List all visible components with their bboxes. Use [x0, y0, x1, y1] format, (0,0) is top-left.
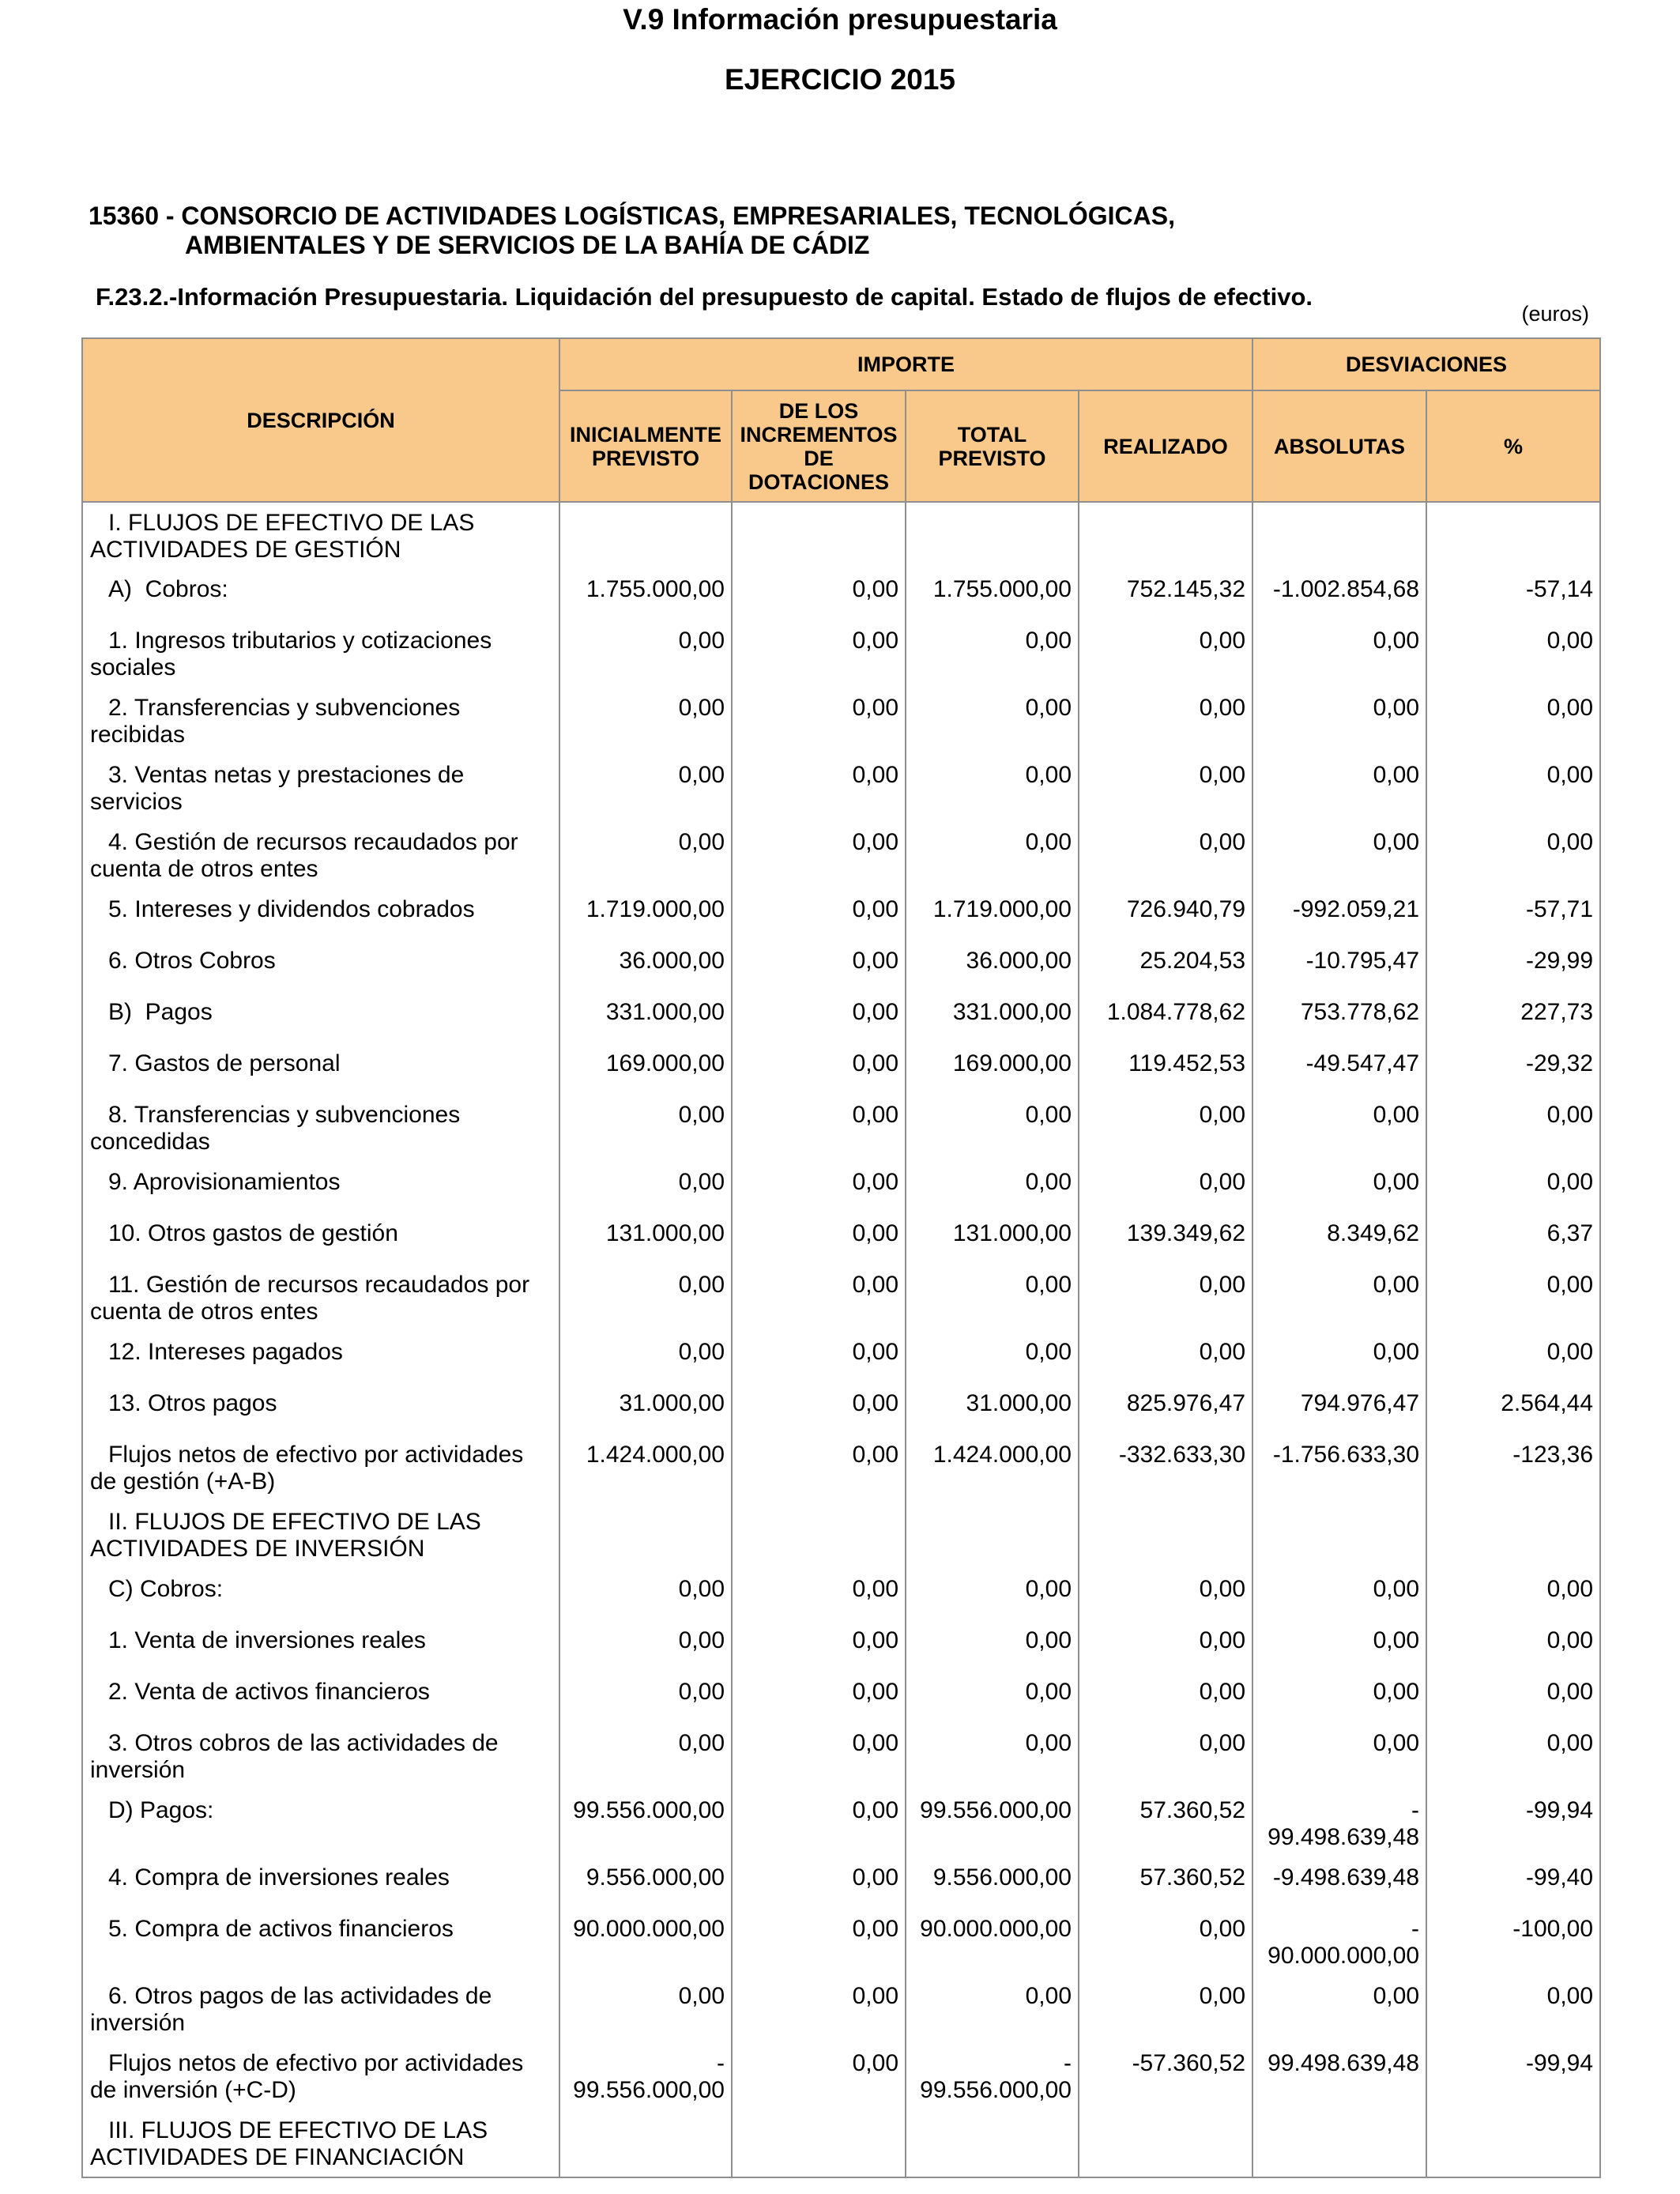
cell-total-previsto: 131.000,00	[906, 1213, 1079, 1265]
cell-desviacion-porcentaje: -57,71	[1426, 889, 1600, 941]
cell-desviacion-porcentaje: -123,36	[1426, 1434, 1600, 1502]
cell-realizado: 0,00	[1079, 1569, 1252, 1620]
cell-realizado	[1079, 502, 1252, 569]
cell-realizado: 0,00	[1079, 1723, 1252, 1790]
row-description: 6. Otros pagos de las actividades de inversión	[82, 1976, 559, 2043]
cell-realizado: -57.360,52	[1079, 2043, 1252, 2110]
cell-desviacion-absoluta: - 90.000.000,00	[1252, 1909, 1426, 1976]
cell-incrementos-dotaciones: 0,00	[732, 755, 906, 822]
table-row	[82, 1265, 1600, 1332]
row-description: 4. Compra de inversiones reales	[82, 1857, 559, 1909]
table-row	[82, 889, 1600, 941]
cell-incrementos-dotaciones: 0,00	[732, 688, 906, 755]
cash-flow-table	[81, 337, 1601, 2178]
row-description: A) Cobros:	[82, 569, 559, 620]
cell-desviacion-absoluta: - 99.498.639,48	[1252, 1790, 1426, 1857]
cell-desviacion-absoluta	[1252, 502, 1426, 569]
cell-desviacion-absoluta: 0,00	[1252, 822, 1426, 889]
cell-total-previsto: 0,00	[906, 755, 1079, 822]
cell-inicialmente-previsto: 0,00	[559, 1620, 732, 1672]
cell-total-previsto: 0,00	[906, 1620, 1079, 1672]
row-description: C) Cobros:	[82, 1569, 559, 1620]
cell-incrementos-dotaciones: 0,00	[732, 1213, 906, 1265]
cell-total-previsto: 0,00	[906, 620, 1079, 688]
cell-inicialmente-previsto: 0,00	[559, 1672, 732, 1723]
cell-realizado: 825.976,47	[1079, 1383, 1252, 1434]
cell-desviacion-absoluta: 0,00	[1252, 620, 1426, 688]
table-row	[82, 1620, 1600, 1672]
table-row	[82, 688, 1600, 755]
row-description: 1. Venta de inversiones reales	[82, 1620, 559, 1672]
cell-desviacion-porcentaje: -29,99	[1426, 941, 1600, 992]
cell-total-previsto: 0,00	[906, 1569, 1079, 1620]
cell-incrementos-dotaciones: 0,00	[732, 941, 906, 992]
cell-incrementos-dotaciones: 0,00	[732, 1383, 906, 1434]
cell-inicialmente-previsto	[559, 2110, 732, 2177]
row-description: 3. Ventas netas y prestaciones de servicios	[82, 755, 559, 822]
table-row	[82, 1095, 1600, 1162]
cell-incrementos-dotaciones: 0,00	[732, 1857, 906, 1909]
col-header-inicialmente-previsto: INICIALMENTE PREVISTO	[559, 390, 732, 502]
cell-incrementos-dotaciones: 0,00	[732, 822, 906, 889]
cell-realizado: 0,00	[1079, 1162, 1252, 1213]
cell-total-previsto: 1.719.000,00	[906, 889, 1079, 941]
fiscal-year-heading: EJERCICIO 2015	[724, 63, 956, 96]
cell-inicialmente-previsto: 0,00	[559, 755, 732, 822]
row-description: 1. Ingresos tributarios y cotizaciones sociales	[82, 620, 559, 688]
cell-realizado: 25.204,53	[1079, 941, 1252, 992]
cell-desviacion-porcentaje: 0,00	[1426, 822, 1600, 889]
cell-desviacion-absoluta: 8.349,62	[1252, 1213, 1426, 1265]
cell-desviacion-porcentaje: 0,00	[1426, 755, 1600, 822]
cell-incrementos-dotaciones: 0,00	[732, 1095, 906, 1162]
col-header-absolutas: ABSOLUTAS	[1252, 390, 1426, 502]
cell-desviacion-porcentaje: 0,00	[1426, 1569, 1600, 1620]
cell-inicialmente-previsto: 0,00	[559, 1723, 732, 1790]
cell-desviacion-porcentaje: 0,00	[1426, 1976, 1600, 2043]
cell-incrementos-dotaciones: 0,00	[732, 1723, 906, 1790]
cell-desviacion-absoluta: 0,00	[1252, 1569, 1426, 1620]
cell-incrementos-dotaciones: 0,00	[732, 1620, 906, 1672]
table-row	[82, 620, 1600, 688]
cell-inicialmente-previsto: 0,00	[559, 1162, 732, 1213]
table-row	[82, 1672, 1600, 1723]
cell-desviacion-porcentaje: -57,14	[1426, 569, 1600, 620]
cell-desviacion-absoluta: 0,00	[1252, 1723, 1426, 1790]
cell-desviacion-porcentaje: 0,00	[1426, 688, 1600, 755]
cell-incrementos-dotaciones: 0,00	[732, 1569, 906, 1620]
cell-total-previsto: 99.556.000,00	[906, 1790, 1079, 1857]
cell-realizado: 0,00	[1079, 1909, 1252, 1976]
cell-incrementos-dotaciones: 0,00	[732, 1672, 906, 1723]
cell-realizado	[1079, 1502, 1252, 1569]
row-description: 2. Venta de activos financieros	[82, 1672, 559, 1723]
cell-desviacion-porcentaje	[1426, 1502, 1600, 1569]
table-row	[82, 822, 1600, 889]
cell-realizado: 119.452,53	[1079, 1043, 1252, 1095]
cell-desviacion-porcentaje	[1426, 2110, 1600, 2177]
cell-desviacion-absoluta: 0,00	[1252, 1095, 1426, 1162]
cell-inicialmente-previsto: 1.719.000,00	[559, 889, 732, 941]
cell-total-previsto: 0,00	[906, 688, 1079, 755]
row-description: D) Pagos:	[82, 1790, 559, 1857]
table-body	[82, 502, 1600, 2177]
cell-desviacion-porcentaje: 0,00	[1426, 1723, 1600, 1790]
cell-inicialmente-previsto: 0,00	[559, 822, 732, 889]
section-heading-row	[82, 1502, 1600, 1569]
cell-desviacion-absoluta: -10.795,47	[1252, 941, 1426, 992]
cell-realizado: 0,00	[1079, 1976, 1252, 2043]
cell-desviacion-porcentaje: -99,94	[1426, 2043, 1600, 2110]
cell-incrementos-dotaciones: 0,00	[732, 620, 906, 688]
row-description: III. FLUJOS DE EFECTIVO DE LAS ACTIVIDADES DE FINANCIACIÓN	[82, 2110, 559, 2177]
row-description: 6. Otros Cobros	[82, 941, 559, 992]
cell-inicialmente-previsto: 0,00	[559, 688, 732, 755]
row-description: II. FLUJOS DE EFECTIVO DE LAS ACTIVIDADES DE INVERSIÓN	[82, 1502, 559, 1569]
cell-inicialmente-previsto: 0,00	[559, 1332, 732, 1383]
cell-total-previsto: - 99.556.000,00	[906, 2043, 1079, 2110]
cell-desviacion-absoluta	[1252, 1502, 1426, 1569]
col-header-descripcion: DESCRIPCIÓN	[82, 338, 559, 502]
cell-incrementos-dotaciones: 0,00	[732, 1162, 906, 1213]
cell-desviacion-absoluta: 794.976,47	[1252, 1383, 1426, 1434]
cell-incrementos-dotaciones: 0,00	[732, 1332, 906, 1383]
cell-total-previsto: 0,00	[906, 1332, 1079, 1383]
row-description: Flujos netos de efectivo por actividades de inversión (+C-D)	[82, 2043, 559, 2110]
cell-realizado: -332.633,30	[1079, 1434, 1252, 1502]
col-header-total-previsto: TOTAL PREVISTO	[906, 390, 1079, 502]
cell-desviacion-absoluta: -992.059,21	[1252, 889, 1426, 941]
cell-total-previsto: 331.000,00	[906, 992, 1079, 1043]
col-group-header-importe: IMPORTE	[559, 338, 1252, 390]
cell-inicialmente-previsto: 31.000,00	[559, 1383, 732, 1434]
table-row	[82, 1569, 1600, 1620]
cell-realizado: 0,00	[1079, 688, 1252, 755]
cell-desviacion-absoluta	[1252, 2110, 1426, 2177]
cell-realizado: 0,00	[1079, 1265, 1252, 1332]
cell-desviacion-porcentaje: -100,00	[1426, 1909, 1600, 1976]
cell-incrementos-dotaciones: 0,00	[732, 1976, 906, 2043]
cell-inicialmente-previsto: 1.755.000,00	[559, 569, 732, 620]
cell-desviacion-porcentaje: 0,00	[1426, 1265, 1600, 1332]
table-row	[82, 1162, 1600, 1213]
cell-realizado: 0,00	[1079, 822, 1252, 889]
cell-incrementos-dotaciones: 0,00	[732, 1790, 906, 1857]
cell-inicialmente-previsto: 131.000,00	[559, 1213, 732, 1265]
cell-inicialmente-previsto: 169.000,00	[559, 1043, 732, 1095]
row-description: 8. Transferencias y subvenciones concedidas	[82, 1095, 559, 1162]
cell-inicialmente-previsto: 331.000,00	[559, 992, 732, 1043]
row-description: 12. Intereses pagados	[82, 1332, 559, 1383]
cell-inicialmente-previsto: 9.556.000,00	[559, 1857, 732, 1909]
cell-inicialmente-previsto: 90.000.000,00	[559, 1909, 732, 1976]
cell-incrementos-dotaciones: 0,00	[732, 569, 906, 620]
report-title: F.23.2.-Información Presupuestaria. Liquidación del presupuesto de capital. Estado de flujos de efectivo.	[96, 283, 1313, 311]
cell-desviacion-absoluta: 0,00	[1252, 1672, 1426, 1723]
cell-desviacion-porcentaje: 0,00	[1426, 1162, 1600, 1213]
table-row	[82, 1213, 1600, 1265]
cell-desviacion-porcentaje: 0,00	[1426, 620, 1600, 688]
cell-inicialmente-previsto: 36.000,00	[559, 941, 732, 992]
cell-realizado	[1079, 2110, 1252, 2177]
cell-inicialmente-previsto: 0,00	[559, 1569, 732, 1620]
cell-realizado: 0,00	[1079, 755, 1252, 822]
cell-realizado: 752.145,32	[1079, 569, 1252, 620]
cell-incrementos-dotaciones: 0,00	[732, 992, 906, 1043]
cell-incrementos-dotaciones: 0,00	[732, 1434, 906, 1502]
cell-desviacion-porcentaje: 227,73	[1426, 992, 1600, 1043]
page-title: V.9 Información presupuestaria	[623, 3, 1057, 36]
cell-desviacion-absoluta: -9.498.639,48	[1252, 1857, 1426, 1909]
cell-total-previsto: 0,00	[906, 1672, 1079, 1723]
cell-desviacion-absoluta: 0,00	[1252, 688, 1426, 755]
cell-desviacion-porcentaje: -99,40	[1426, 1857, 1600, 1909]
cell-desviacion-absoluta: -49.547,47	[1252, 1043, 1426, 1095]
cell-desviacion-porcentaje: 0,00	[1426, 1332, 1600, 1383]
cell-realizado: 0,00	[1079, 1332, 1252, 1383]
cell-total-previsto: 169.000,00	[906, 1043, 1079, 1095]
cell-inicialmente-previsto: 0,00	[559, 1265, 732, 1332]
cell-incrementos-dotaciones: 0,00	[732, 889, 906, 941]
cell-total-previsto: 1.755.000,00	[906, 569, 1079, 620]
row-description: 10. Otros gastos de gestión	[82, 1213, 559, 1265]
cell-total-previsto	[906, 1502, 1079, 1569]
cell-desviacion-porcentaje: 2.564,44	[1426, 1383, 1600, 1434]
cell-total-previsto	[906, 502, 1079, 569]
cell-total-previsto: 0,00	[906, 1723, 1079, 1790]
cell-incrementos-dotaciones	[732, 502, 906, 569]
table-row	[82, 1857, 1600, 1909]
table-row	[82, 755, 1600, 822]
cell-inicialmente-previsto: - 99.556.000,00	[559, 2043, 732, 2110]
row-description: B) Pagos	[82, 992, 559, 1043]
row-description: Flujos netos de efectivo por actividades de gestión (+A-B)	[82, 1434, 559, 1502]
table-row	[82, 1043, 1600, 1095]
cell-total-previsto: 31.000,00	[906, 1383, 1079, 1434]
cell-realizado: 726.940,79	[1079, 889, 1252, 941]
col-header-porcentaje: %	[1426, 390, 1600, 502]
row-description: 5. Intereses y dividendos cobrados	[82, 889, 559, 941]
row-description: 4. Gestión de recursos recaudados por cuenta de otros entes	[82, 822, 559, 889]
table-row	[82, 1723, 1600, 1790]
cell-inicialmente-previsto: 1.424.000,00	[559, 1434, 732, 1502]
cell-total-previsto: 90.000.000,00	[906, 1909, 1079, 1976]
table-row	[82, 941, 1600, 992]
cell-inicialmente-previsto: 0,00	[559, 1976, 732, 2043]
cell-incrementos-dotaciones: 0,00	[732, 1265, 906, 1332]
row-description: I. FLUJOS DE EFECTIVO DE LAS ACTIVIDADES DE GESTIÓN	[82, 502, 559, 569]
cell-desviacion-absoluta: -1.756.633,30	[1252, 1434, 1426, 1502]
cell-total-previsto	[906, 2110, 1079, 2177]
cell-total-previsto: 0,00	[906, 1265, 1079, 1332]
table-row	[82, 2043, 1600, 2110]
cell-desviacion-absoluta: 753.778,62	[1252, 992, 1426, 1043]
cell-desviacion-absoluta: 0,00	[1252, 755, 1426, 822]
header-row-groups	[82, 338, 1600, 390]
cell-desviacion-porcentaje: 0,00	[1426, 1620, 1600, 1672]
row-description: 2. Transferencias y subvenciones recibidas	[82, 688, 559, 755]
cell-incrementos-dotaciones: 0,00	[732, 1909, 906, 1976]
cell-inicialmente-previsto	[559, 1502, 732, 1569]
cell-desviacion-porcentaje	[1426, 502, 1600, 569]
cell-inicialmente-previsto	[559, 502, 732, 569]
cell-total-previsto: 0,00	[906, 1162, 1079, 1213]
cell-incrementos-dotaciones: 0,00	[732, 1043, 906, 1095]
cell-total-previsto: 1.424.000,00	[906, 1434, 1079, 1502]
cell-realizado: 0,00	[1079, 1620, 1252, 1672]
cell-realizado: 0,00	[1079, 620, 1252, 688]
cell-desviacion-absoluta: 0,00	[1252, 1620, 1426, 1672]
table-row	[82, 1976, 1600, 2043]
table-row	[82, 1383, 1600, 1434]
col-header-realizado: REALIZADO	[1079, 390, 1252, 502]
row-description: 11. Gestión de recursos recaudados por cuenta de otros entes	[82, 1265, 559, 1332]
table-row	[82, 569, 1600, 620]
table-row	[82, 1790, 1600, 1857]
cell-desviacion-absoluta: -1.002.854,68	[1252, 569, 1426, 620]
cell-desviacion-porcentaje: 6,37	[1426, 1213, 1600, 1265]
cell-inicialmente-previsto: 99.556.000,00	[559, 1790, 732, 1857]
section-heading-row	[82, 502, 1600, 569]
row-description: 13. Otros pagos	[82, 1383, 559, 1434]
cell-realizado: 57.360,52	[1079, 1790, 1252, 1857]
cell-desviacion-absoluta: 0,00	[1252, 1265, 1426, 1332]
cell-inicialmente-previsto: 0,00	[559, 1095, 732, 1162]
cell-realizado: 139.349,62	[1079, 1213, 1252, 1265]
cell-total-previsto: 9.556.000,00	[906, 1857, 1079, 1909]
row-description: 7. Gastos de personal	[82, 1043, 559, 1095]
row-description: 3. Otros cobros de las actividades de inversión	[82, 1723, 559, 1790]
entity-name: 15360 - CONSORCIO DE ACTIVIDADES LOGÍSTICAS, EMPRESARIALES, TECNOLÓGICAS, AMBIENTALES Y DE SERVICIOS DE LA BAHÍA DE CÁDIZ	[89, 202, 1175, 259]
cell-incrementos-dotaciones	[732, 1502, 906, 1569]
cell-desviacion-porcentaje: 0,00	[1426, 1672, 1600, 1723]
cell-total-previsto: 0,00	[906, 1976, 1079, 2043]
table-row	[82, 1434, 1600, 1502]
cell-desviacion-absoluta: 99.498.639,48	[1252, 2043, 1426, 2110]
cell-total-previsto: 0,00	[906, 822, 1079, 889]
table-header	[82, 338, 1600, 502]
cell-desviacion-absoluta: 0,00	[1252, 1332, 1426, 1383]
cell-realizado: 0,00	[1079, 1095, 1252, 1162]
section-heading-row	[82, 2110, 1600, 2177]
cell-total-previsto: 0,00	[906, 1095, 1079, 1162]
row-description: 9. Aprovisionamientos	[82, 1162, 559, 1213]
cell-desviacion-porcentaje: 0,00	[1426, 1095, 1600, 1162]
cell-incrementos-dotaciones	[732, 2110, 906, 2177]
cell-desviacion-absoluta: 0,00	[1252, 1162, 1426, 1213]
cell-total-previsto: 36.000,00	[906, 941, 1079, 992]
cell-desviacion-porcentaje: -99,94	[1426, 1790, 1600, 1857]
row-description: 5. Compra de activos financieros	[82, 1909, 559, 1976]
cell-incrementos-dotaciones: 0,00	[732, 2043, 906, 2110]
cell-desviacion-absoluta: 0,00	[1252, 1976, 1426, 2043]
table-row	[82, 992, 1600, 1043]
cell-realizado: 1.084.778,62	[1079, 992, 1252, 1043]
col-group-header-desviaciones: DESVIACIONES	[1252, 338, 1600, 390]
table-row	[82, 1909, 1600, 1976]
cell-desviacion-porcentaje: -29,32	[1426, 1043, 1600, 1095]
table-row	[82, 1332, 1600, 1383]
cell-inicialmente-previsto: 0,00	[559, 620, 732, 688]
cell-realizado: 0,00	[1079, 1672, 1252, 1723]
currency-unit-label: (euros)	[1521, 302, 1589, 326]
col-header-incrementos-dotaciones: DE LOS INCREMENTOS DE DOTACIONES	[732, 390, 906, 502]
cell-realizado: 57.360,52	[1079, 1857, 1252, 1909]
